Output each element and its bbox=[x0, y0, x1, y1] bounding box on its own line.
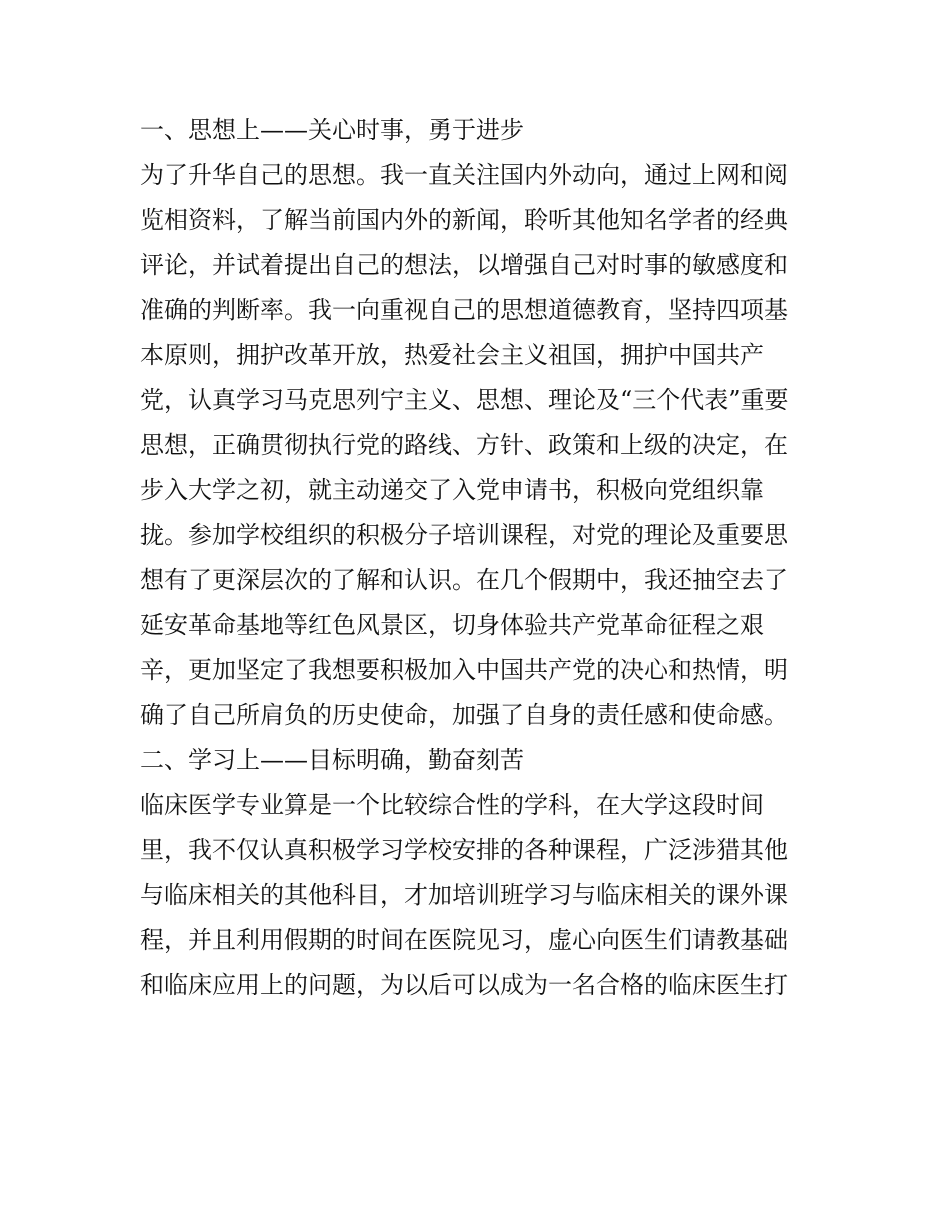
paragraph-line: 拢。参加学校组织的积极分子培训课程，对党的理论及重要思 bbox=[140, 521, 788, 549]
section-heading-thought: 一、思想上——关心时事，勇于进步 bbox=[140, 116, 524, 144]
paragraph-line: 程，并且利用假期的时间在医院见习，虚心向医生们请教基础 bbox=[140, 926, 788, 954]
paragraph-line: 评论，并试着提出自己的想法，以增强自己对时事的敏感度和 bbox=[140, 251, 788, 279]
paragraph-line: 为了升华自己的思想。我一直关注国内外动向，通过上网和阅 bbox=[140, 161, 788, 189]
paragraph-line: 延安革命基地等红色风景区，切身体验共产党革命征程之艰 bbox=[140, 611, 764, 639]
document-body bbox=[140, 108, 820, 1008]
paragraph-line: 览相资料，了解当前国内外的新闻，聆听其他知名学者的经典 bbox=[140, 206, 788, 234]
section-heading-study: 二、学习上——目标明确，勤奋刻苦 bbox=[140, 746, 524, 774]
paragraph-line: 步入大学之初，就主动递交了入党申请书，积极向党组织靠 bbox=[140, 476, 764, 504]
paragraph-line: 里，我不仅认真积极学习学校安排的各种课程，广泛涉猎其他 bbox=[140, 836, 788, 864]
paragraph-line: 和临床应用上的问题，为以后可以成为一名合格的临床医生打 bbox=[140, 971, 788, 999]
paragraph-line: 辛，更加坚定了我想要积极加入中国共产党的决心和热情，明 bbox=[140, 656, 788, 684]
paragraph-line: 确了自己所肩负的历史使命，加强了自身的责任感和使命感。 bbox=[140, 701, 788, 729]
paragraph-line: 想有了更深层次的了解和认识。在几个假期中，我还抽空去了 bbox=[140, 566, 788, 594]
paragraph-line: 思想，正确贯彻执行党的路线、方针、政策和上级的决定，在 bbox=[140, 431, 788, 459]
paragraph-line: 党，认真学习马克思列宁主义、思想、理论及“三个代表”重要 bbox=[140, 386, 789, 414]
paragraph-line: 与临床相关的其他科目，才加培训班学习与临床相关的课外课 bbox=[140, 881, 788, 909]
paragraph-line: 准确的判断率。我一向重视自己的思想道德教育，坚持四项基 bbox=[140, 296, 788, 324]
paragraph-line: 临床医学专业算是一个比较综合性的学科，在大学这段时间 bbox=[140, 791, 764, 819]
paragraph-line: 本原则，拥护改革开放，热爱社会主义祖国，拥护中国共产 bbox=[140, 341, 764, 369]
